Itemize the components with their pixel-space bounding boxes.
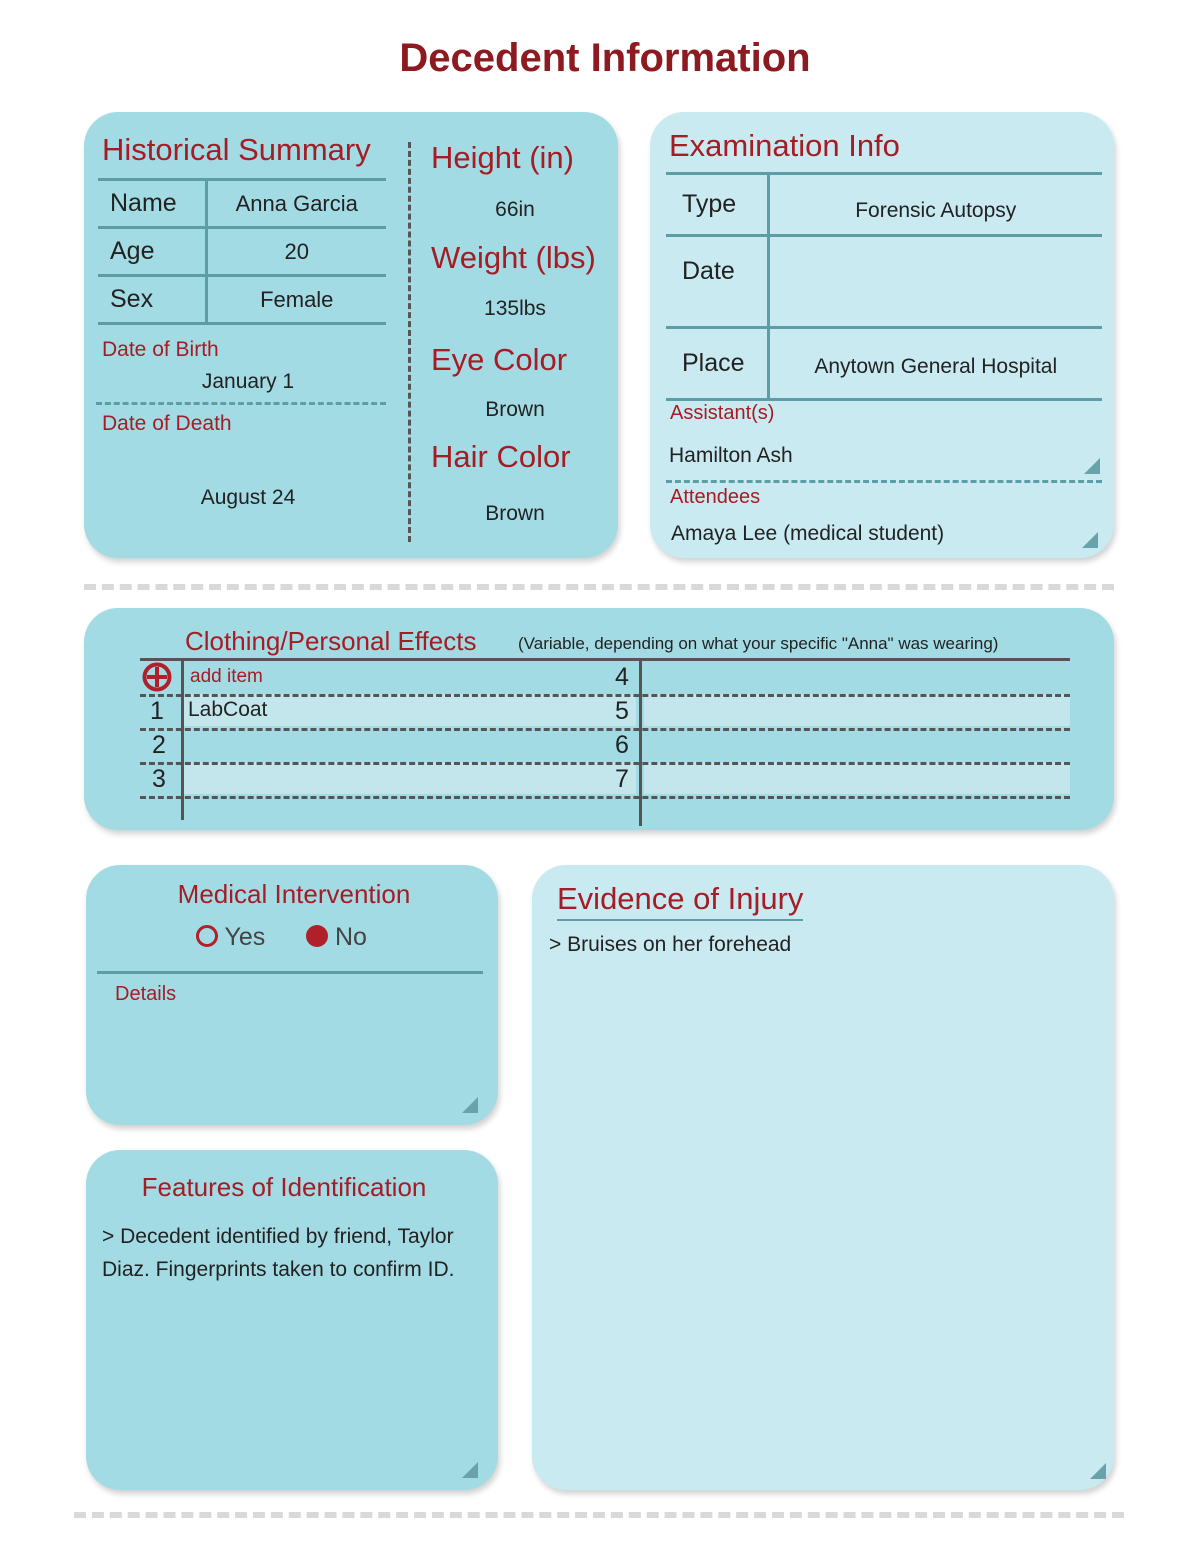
features-identification-card [86, 1150, 498, 1490]
date-label: Date [666, 236, 768, 328]
resize-handle-icon[interactable] [1084, 458, 1100, 474]
table-top-border [140, 658, 1070, 661]
medical-intervention-heading: Medical Intervention [177, 879, 411, 909]
features-identification-heading: Features of Identification [141, 1172, 427, 1202]
yes-label: Yes [224, 923, 266, 951]
list-item[interactable] [644, 762, 1070, 794]
list-item[interactable] [644, 694, 1070, 726]
item-number: 1 [150, 697, 164, 725]
hair-color-field[interactable]: Brown [485, 502, 545, 525]
sex-field[interactable]: Female [206, 276, 386, 324]
page-title: Decedent Information [399, 36, 811, 80]
dob-label: Date of Birth [102, 338, 219, 361]
assistants-label: Assistant(s) [670, 402, 775, 424]
item-number: 6 [615, 731, 629, 759]
table-row [98, 228, 386, 276]
table-row [98, 180, 386, 228]
attendees-field[interactable]: Amaya Lee (medical student) [671, 522, 945, 545]
medical-intervention-card [86, 865, 498, 1125]
type-label: Type [666, 174, 768, 236]
hair-color-heading: Hair Color [431, 439, 571, 474]
examination-info-heading: Examination Info [669, 128, 900, 163]
resize-handle-icon[interactable] [1090, 1463, 1106, 1479]
place-label: Place [666, 328, 768, 400]
summary-table [98, 178, 386, 325]
evidence-of-injury-card [532, 865, 1114, 1490]
table-row [666, 236, 1102, 328]
section-divider [74, 1512, 1124, 1518]
weight-heading: Weight (lbs) [431, 240, 596, 275]
item-number: 4 [615, 663, 629, 691]
radio-filled-icon [306, 925, 328, 947]
table-row [666, 174, 1102, 236]
height-heading: Height (in) [431, 140, 574, 175]
resize-handle-icon[interactable] [462, 1097, 478, 1113]
row-divider [140, 762, 1070, 765]
clothing-heading: Clothing/Personal Effects [185, 626, 477, 656]
historical-summary-card [84, 112, 618, 558]
row-divider [140, 728, 1070, 731]
type-field[interactable]: Forensic Autopsy [768, 174, 1102, 236]
attendees-label: Attendees [670, 486, 761, 508]
date-field[interactable] [768, 236, 1102, 328]
table-row [666, 328, 1102, 400]
name-field[interactable]: Anna Garcia [206, 180, 386, 228]
add-item-label[interactable]: add item [190, 666, 263, 687]
resize-handle-icon[interactable] [462, 1462, 478, 1478]
radio-empty-icon [196, 925, 218, 947]
age-field[interactable]: 20 [206, 228, 386, 276]
list-item[interactable] [184, 762, 636, 794]
table-row [98, 276, 386, 324]
add-item-button[interactable] [142, 662, 174, 692]
details-label: Details [115, 983, 177, 1005]
no-radio[interactable] [306, 923, 367, 952]
dod-label: Date of Death [102, 412, 232, 435]
column-divider [639, 660, 642, 826]
divider [666, 480, 1102, 483]
section-divider [84, 584, 1114, 590]
examination-info-card [650, 112, 1114, 558]
place-field[interactable]: Anytown General Hospital [768, 328, 1102, 400]
dod-field[interactable]: August 24 [200, 486, 296, 509]
item-number: 5 [615, 697, 629, 725]
assistants-field[interactable]: Hamilton Ash [669, 444, 793, 467]
historical-summary-heading: Historical Summary [102, 132, 371, 167]
column-divider [408, 142, 411, 542]
yes-radio[interactable] [196, 923, 265, 952]
eye-color-field[interactable]: Brown [485, 398, 545, 421]
examination-table [666, 172, 1102, 401]
item-number: 2 [152, 731, 166, 759]
item-field[interactable]: LabCoat [188, 698, 268, 721]
evidence-of-injury-heading: Evidence of Injury [557, 881, 803, 921]
no-label: No [334, 923, 367, 951]
age-label: Age [98, 228, 206, 276]
dob-field[interactable]: January 1 [201, 370, 295, 393]
eye-color-heading: Eye Color [431, 342, 568, 377]
item-number: 3 [152, 765, 166, 793]
height-field[interactable]: 66in [495, 198, 535, 221]
resize-handle-icon[interactable] [1082, 532, 1098, 548]
weight-field[interactable]: 135lbs [484, 297, 546, 320]
divider [97, 971, 483, 974]
name-label: Name [98, 180, 206, 228]
item-number: 7 [615, 765, 629, 793]
row-divider [140, 694, 1070, 697]
evidence-of-injury-text[interactable]: > Bruises on her forehead [549, 933, 792, 956]
plus-circle-icon [142, 662, 172, 692]
sex-label: Sex [98, 276, 206, 324]
divider [96, 402, 386, 405]
row-divider [140, 796, 1070, 799]
features-identification-text[interactable]: > Decedent identified by friend, Taylor Diaz. Fingerprints taken to confirm ID. [102, 1225, 455, 1281]
clothing-note: (Variable, depending on what your specific "Anna" was wearing) [518, 634, 999, 653]
clothing-personal-effects-card [84, 608, 1114, 830]
